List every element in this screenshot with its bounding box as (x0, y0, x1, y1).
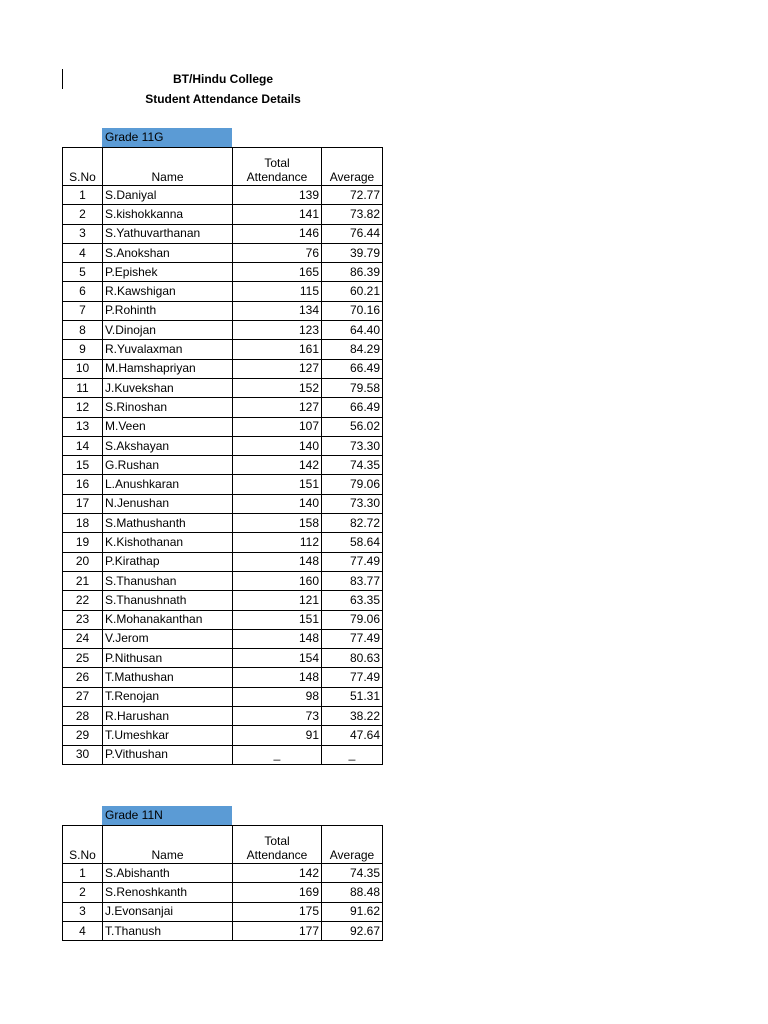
table-row (63, 514, 383, 533)
table-row (63, 533, 383, 552)
table-row (63, 745, 383, 764)
table-row (63, 224, 383, 243)
cell-name[interactable]: T.Umeshkar (103, 726, 233, 745)
cell-average[interactable]: 47.64 (322, 726, 383, 745)
cell-sno[interactable]: 9 (63, 340, 103, 359)
cell-name[interactable]: S.Thanushan (103, 571, 233, 590)
cell-total-attendance[interactable]: 142 (233, 456, 322, 475)
cell-name[interactable]: S.kishokkanna (103, 205, 233, 224)
text-cursor (62, 69, 63, 89)
table-row (63, 359, 383, 378)
table-row (63, 186, 383, 205)
cell-total-attendance[interactable]: 151 (233, 475, 322, 494)
header-total-line2: Attendance (246, 848, 308, 862)
cell-name[interactable]: S.Thanushnath (103, 591, 233, 610)
cell-total-attendance[interactable]: 146 (233, 224, 322, 243)
cell-sno[interactable]: 11 (63, 378, 103, 397)
header-total-attendance[interactable] (233, 148, 322, 186)
header-average[interactable]: Average (322, 826, 383, 864)
table-row (63, 921, 383, 940)
cell-sno[interactable]: 19 (63, 533, 103, 552)
cell-total-attendance[interactable]: 107 (233, 417, 322, 436)
table-row (63, 417, 383, 436)
cell-total-attendance[interactable]: 148 (233, 668, 322, 687)
table-row (63, 687, 383, 706)
table-row (63, 571, 383, 590)
cell-average[interactable]: _ (322, 745, 383, 764)
cell-name[interactable]: S.Akshayan (103, 436, 233, 455)
table-row (63, 649, 383, 668)
table-row (63, 591, 383, 610)
header-name[interactable]: Name (103, 148, 233, 186)
header-average[interactable]: Average (322, 148, 383, 186)
cell-average[interactable]: 70.16 (322, 301, 383, 320)
table-row (63, 398, 383, 417)
table-row (63, 552, 383, 571)
cell-average[interactable]: 38.22 (322, 707, 383, 726)
cell-name[interactable]: T.Thanush (103, 921, 233, 940)
cell-sno[interactable]: 26 (63, 668, 103, 687)
table-row (63, 263, 383, 282)
cell-sno[interactable]: 3 (63, 902, 103, 921)
cell-total-attendance[interactable]: 158 (233, 514, 322, 533)
table-row (63, 436, 383, 455)
cell-total-attendance[interactable]: 160 (233, 571, 322, 590)
table-body (63, 186, 383, 765)
cell-sno[interactable]: 5 (63, 263, 103, 282)
cell-average[interactable]: 84.29 (322, 340, 383, 359)
cell-name[interactable]: S.Daniyal (103, 186, 233, 205)
table-row (63, 494, 383, 513)
cell-sno[interactable]: 4 (63, 243, 103, 262)
cell-average[interactable]: 39.79 (322, 243, 383, 262)
cell-name[interactable]: K.Kishothanan (103, 533, 233, 552)
cell-total-attendance[interactable]: 169 (233, 883, 322, 902)
cell-sno[interactable]: 1 (63, 864, 103, 883)
cell-total-attendance[interactable]: 127 (233, 359, 322, 378)
cell-sno[interactable]: 16 (63, 475, 103, 494)
cell-average[interactable]: 79.58 (322, 378, 383, 397)
cell-name[interactable]: K.Mohanakanthan (103, 610, 233, 629)
cell-name[interactable]: P.Rohinth (103, 301, 233, 320)
cell-sno[interactable]: 2 (63, 205, 103, 224)
cell-average[interactable]: 51.31 (322, 687, 383, 706)
cell-name[interactable]: V.Dinojan (103, 321, 233, 340)
cell-sno[interactable]: 21 (63, 571, 103, 590)
table-row (63, 707, 383, 726)
cell-average[interactable]: 64.40 (322, 321, 383, 340)
cell-average[interactable]: 66.49 (322, 398, 383, 417)
cell-total-attendance[interactable]: 134 (233, 301, 322, 320)
grade-label-11n[interactable]: Grade 11N (102, 806, 232, 825)
table-row (63, 610, 383, 629)
table-row (63, 321, 383, 340)
cell-name[interactable]: V.Jerom (103, 629, 233, 648)
cell-total-attendance[interactable]: 142 (233, 864, 322, 883)
cell-total-attendance[interactable]: 121 (233, 591, 322, 610)
table-row (63, 726, 383, 745)
header-name[interactable]: Name (103, 826, 233, 864)
cell-sno[interactable]: 17 (63, 494, 103, 513)
report-subtitle: Student Attendance Details (145, 92, 301, 106)
cell-total-attendance[interactable]: 139 (233, 186, 322, 205)
attendance-table-11n (62, 825, 383, 941)
table-row (63, 883, 383, 902)
table-header-row (63, 148, 383, 186)
cell-average[interactable]: 63.35 (322, 591, 383, 610)
cell-name[interactable]: P.Nithusan (103, 649, 233, 668)
table-row (63, 864, 383, 883)
cell-sno[interactable]: 22 (63, 591, 103, 610)
cell-sno[interactable]: 18 (63, 514, 103, 533)
cell-name[interactable]: M.Hamshapriyan (103, 359, 233, 378)
cell-sno[interactable]: 13 (63, 417, 103, 436)
cell-sno[interactable]: 23 (63, 610, 103, 629)
header-sno[interactable]: S.No (63, 148, 103, 186)
cell-average[interactable]: 72.77 (322, 186, 383, 205)
header-total-line2: Attendance (246, 170, 308, 184)
cell-total-attendance[interactable]: 76 (233, 243, 322, 262)
cell-sno[interactable]: 6 (63, 282, 103, 301)
cell-name[interactable]: S.Renoshkanth (103, 883, 233, 902)
cell-average[interactable]: 79.06 (322, 475, 383, 494)
cell-total-attendance[interactable]: 175 (233, 902, 322, 921)
cell-sno[interactable]: 29 (63, 726, 103, 745)
cell-average[interactable]: 77.49 (322, 552, 383, 571)
cell-sno[interactable]: 14 (63, 436, 103, 455)
table-header-row (63, 826, 383, 864)
cell-name[interactable]: S.Mathushanth (103, 514, 233, 533)
cell-name[interactable]: G.Rushan (103, 456, 233, 475)
header-sno[interactable]: S.No (63, 826, 103, 864)
cell-sno[interactable]: 1 (63, 186, 103, 205)
header-total-line1: Total (264, 834, 290, 848)
cell-total-attendance[interactable]: 154 (233, 649, 322, 668)
cell-average[interactable]: 79.06 (322, 610, 383, 629)
cell-total-attendance[interactable]: 140 (233, 494, 322, 513)
header-total-line1: Total (264, 156, 290, 170)
cell-name[interactable]: N.Jenushan (103, 494, 233, 513)
cell-average[interactable]: 82.72 (322, 514, 383, 533)
cell-name[interactable]: S.Anokshan (103, 243, 233, 262)
cell-sno[interactable]: 4 (63, 921, 103, 940)
table-row (63, 902, 383, 921)
cell-average[interactable]: 73.30 (322, 494, 383, 513)
cell-sno[interactable]: 10 (63, 359, 103, 378)
cell-name[interactable]: T.Mathushan (103, 668, 233, 687)
cell-total-attendance[interactable]: 140 (233, 436, 322, 455)
table-row (63, 668, 383, 687)
cell-name[interactable]: S.Rinoshan (103, 398, 233, 417)
cell-total-attendance[interactable]: 141 (233, 205, 322, 224)
cell-total-attendance[interactable]: 115 (233, 282, 322, 301)
cell-average[interactable]: 83.77 (322, 571, 383, 590)
cell-average[interactable]: 74.35 (322, 456, 383, 475)
cell-name[interactable]: S.Yathuvarthanan (103, 224, 233, 243)
attendance-table-11g (62, 147, 383, 765)
grade-label-11g[interactable]: Grade 11G (102, 128, 232, 147)
cell-average[interactable]: 58.64 (322, 533, 383, 552)
cell-average[interactable]: 80.63 (322, 649, 383, 668)
cell-sno[interactable]: 3 (63, 224, 103, 243)
cell-name[interactable]: T.Renojan (103, 687, 233, 706)
cell-total-attendance[interactable]: 127 (233, 398, 322, 417)
cell-sno[interactable]: 27 (63, 687, 103, 706)
cell-total-attendance[interactable]: 177 (233, 921, 322, 940)
table-row (63, 456, 383, 475)
cell-name[interactable]: S.Abishanth (103, 864, 233, 883)
table-row (63, 629, 383, 648)
cell-average[interactable]: 76.44 (322, 224, 383, 243)
table-row (63, 378, 383, 397)
cell-average[interactable]: 73.82 (322, 205, 383, 224)
cell-average[interactable]: 92.67 (322, 921, 383, 940)
cell-average[interactable]: 91.62 (322, 902, 383, 921)
cell-average[interactable]: 60.21 (322, 282, 383, 301)
cell-name[interactable]: M.Veen (103, 417, 233, 436)
cell-total-attendance[interactable]: 73 (233, 707, 322, 726)
table-row (63, 205, 383, 224)
header-total-attendance[interactable] (233, 826, 322, 864)
cell-name[interactable]: J.Kuvekshan (103, 378, 233, 397)
table-row (63, 340, 383, 359)
table-row (63, 243, 383, 262)
table-row (63, 282, 383, 301)
cell-total-attendance[interactable]: 91 (233, 726, 322, 745)
cell-name[interactable]: R.Yuvalaxman (103, 340, 233, 359)
table-row (63, 301, 383, 320)
cell-average[interactable]: 88.48 (322, 883, 383, 902)
cell-average[interactable]: 77.49 (322, 668, 383, 687)
cell-sno[interactable]: 8 (63, 321, 103, 340)
cell-sno[interactable]: 24 (63, 629, 103, 648)
cell-total-attendance[interactable]: 123 (233, 321, 322, 340)
cell-name[interactable]: P.Epishek (103, 263, 233, 282)
cell-average[interactable]: 73.30 (322, 436, 383, 455)
cell-sno[interactable]: 25 (63, 649, 103, 668)
cell-total-attendance[interactable]: 98 (233, 687, 322, 706)
cell-total-attendance[interactable]: 148 (233, 629, 322, 648)
cell-sno[interactable]: 12 (63, 398, 103, 417)
cell-total-attendance[interactable]: 148 (233, 552, 322, 571)
cell-average[interactable]: 56.02 (322, 417, 383, 436)
cell-total-attendance[interactable]: 112 (233, 533, 322, 552)
cell-average[interactable]: 77.49 (322, 629, 383, 648)
cell-name[interactable]: P.Kirathap (103, 552, 233, 571)
cell-sno[interactable]: 2 (63, 883, 103, 902)
cell-sno[interactable]: 15 (63, 456, 103, 475)
table-row (63, 475, 383, 494)
cell-average[interactable]: 66.49 (322, 359, 383, 378)
cell-total-attendance[interactable]: _ (233, 745, 322, 764)
cell-total-attendance[interactable]: 152 (233, 378, 322, 397)
cell-average[interactable]: 86.39 (322, 263, 383, 282)
cell-name[interactable]: R.Harushan (103, 707, 233, 726)
cell-total-attendance[interactable]: 165 (233, 263, 322, 282)
table-body (63, 864, 383, 941)
cell-total-attendance[interactable]: 151 (233, 610, 322, 629)
cell-name[interactable]: J.Evonsanjai (103, 902, 233, 921)
cell-sno[interactable]: 28 (63, 707, 103, 726)
cell-average[interactable]: 74.35 (322, 864, 383, 883)
cell-name[interactable]: R.Kawshigan (103, 282, 233, 301)
cell-name[interactable]: P.Vithushan (103, 745, 233, 764)
cell-total-attendance[interactable]: 161 (233, 340, 322, 359)
college-title: BT/Hindu College (173, 72, 273, 86)
cell-sno[interactable]: 30 (63, 745, 103, 764)
cell-name[interactable]: L.Anushkaran (103, 475, 233, 494)
cell-sno[interactable]: 7 (63, 301, 103, 320)
cell-sno[interactable]: 20 (63, 552, 103, 571)
